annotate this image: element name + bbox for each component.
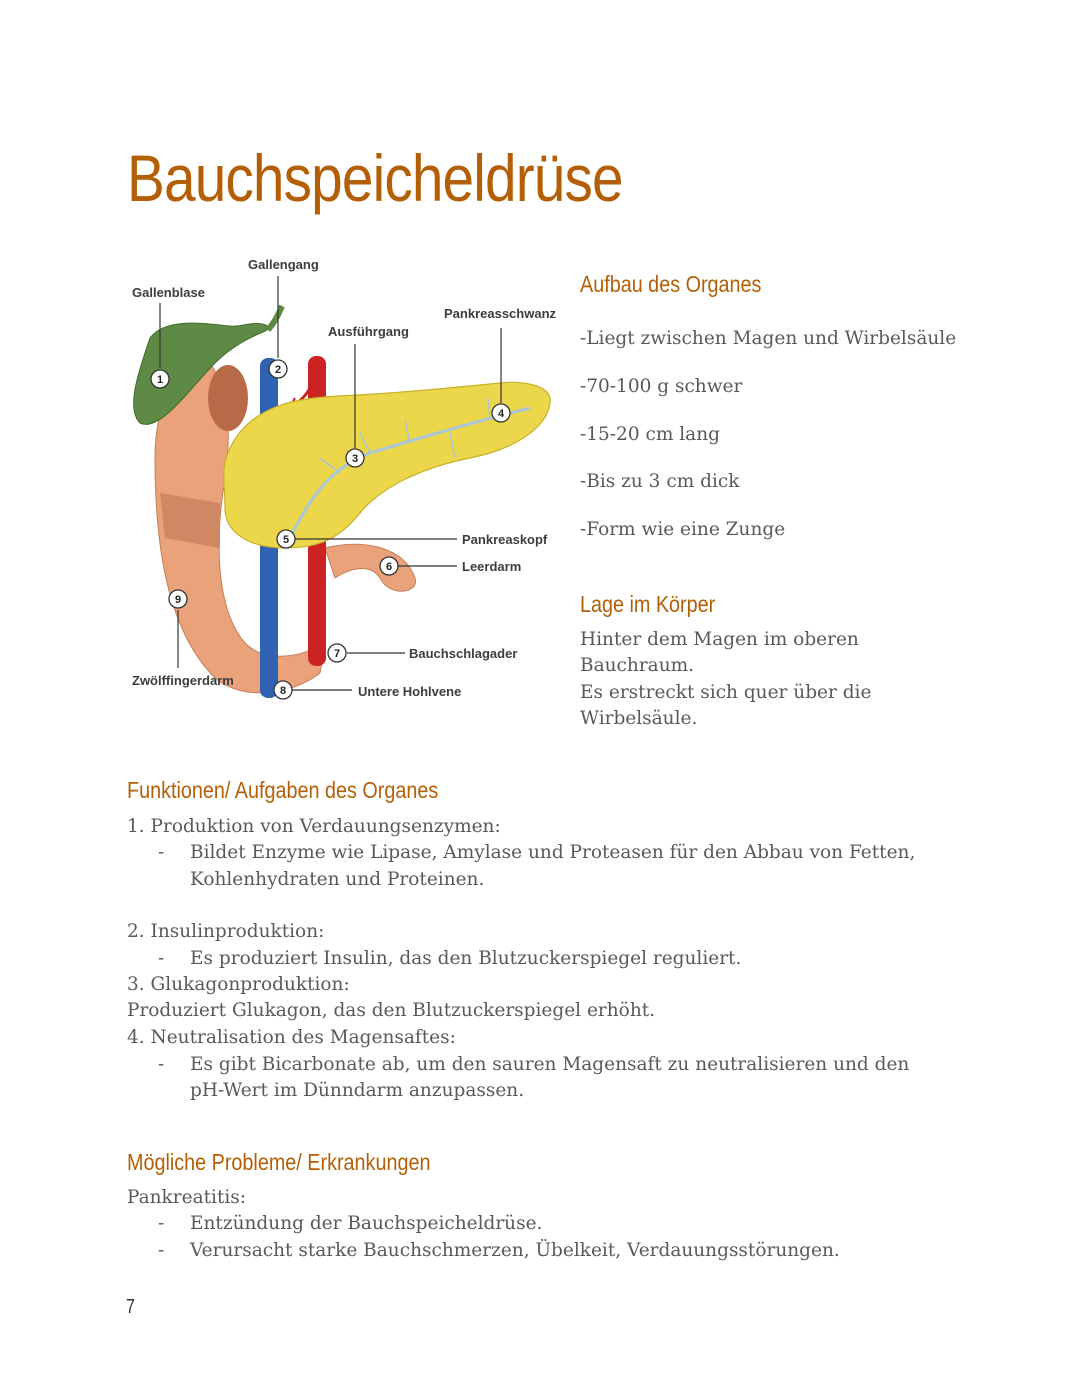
bullet-text: Bildet Enzyme wie Lipase, Amylase und Proteasen für den Abbau von Fetten, [190,842,916,863]
bullet-dash: - [158,1054,165,1075]
lage-line: Hinter dem Magen im oberen [580,629,859,650]
bullet-dash: - [158,1240,165,1261]
function-item: 3. Glukagonproduktion: [127,974,350,995]
bullet-dash: - [158,842,165,863]
lage-heading: Lage im Körper [580,591,716,617]
label-pankreasschwanz: Pankreasschwanz [444,306,557,321]
aufbau-item: -Liegt zwischen Magen und Wirbelsäule [580,328,957,349]
page-number: 7 [126,1296,135,1318]
aufbau-heading: Aufbau des Organes [580,271,762,297]
bullet-dash: - [158,948,165,969]
bullet-text: Es gibt Bicarbonate ab, um den sauren Magensaft zu neutralisieren und den [190,1054,910,1075]
jejunum-shape [325,544,416,591]
pancreas-diagram [120,248,560,708]
aufbau-item: -15-20 cm lang [580,424,720,445]
function-item: 1. Produktion von Verdauungsenzymen: [127,816,501,837]
label-pankreaskopf: Pankreaskopf [462,532,548,547]
marker-2: 2 [274,364,282,376]
bullet-text: Entzündung der Bauchspeicheldrüse. [190,1213,543,1234]
bullet-text: Kohlenhydraten und Proteinen. [190,869,485,890]
marker-5: 5 [282,534,290,546]
label-untere-hohlvene: Untere Hohlvene [358,684,462,699]
label-leerdarm: Leerdarm [462,559,522,574]
funktionen-heading: Funktionen/ Aufgaben des Organes [127,777,439,803]
aufbau-item: -Bis zu 3 cm dick [580,471,740,492]
aufbau-item: -Form wie eine Zunge [580,519,786,540]
duodenum-opening [208,365,248,431]
marker-6: 6 [385,561,393,573]
function-text: Produziert Glukagon, das den Blutzuckerspiegel erhöht. [127,1000,656,1021]
marker-4: 4 [497,408,505,420]
bullet-text: Verursacht starke Bauchschmerzen, Übelkeit, Verdauungsstörungen. [190,1240,840,1261]
marker-1: 1 [156,374,164,386]
probleme-heading: Mögliche Probleme/ Erkrankungen [127,1149,431,1175]
label-gallenblase: Gallenblase [132,285,205,300]
function-item: 4. Neutralisation des Magensaftes: [127,1027,456,1048]
problem-item: Pankreatitis: [127,1187,247,1208]
lage-line: Wirbelsäule. [580,708,698,729]
aufbau-item: -70-100 g schwer [580,376,743,397]
marker-8: 8 [279,685,287,697]
label-ausfuehrgang: Ausführgang [328,324,409,339]
lage-line: Bauchraum. [580,655,695,676]
bullet-text: pH-Wert im Dünndarm anzupassen. [190,1080,525,1101]
marker-3: 3 [351,453,359,465]
label-gallengang: Gallengang [248,257,319,272]
marker-9: 9 [174,594,182,606]
function-item: 2. Insulinproduktion: [127,921,325,942]
bullet-dash: - [158,1213,165,1234]
page-title: Bauchspeicheldrüse [127,141,623,215]
marker-7: 7 [333,648,341,660]
lage-line: Es erstreckt sich quer über die [580,682,872,703]
label-zwoelffingerdarm: Zwölffingerdarm [132,673,234,688]
bullet-text: Es produziert Insulin, das den Blutzuckerspiegel reguliert. [190,948,742,969]
label-bauchschlagader: Bauchschlagader [409,646,518,661]
